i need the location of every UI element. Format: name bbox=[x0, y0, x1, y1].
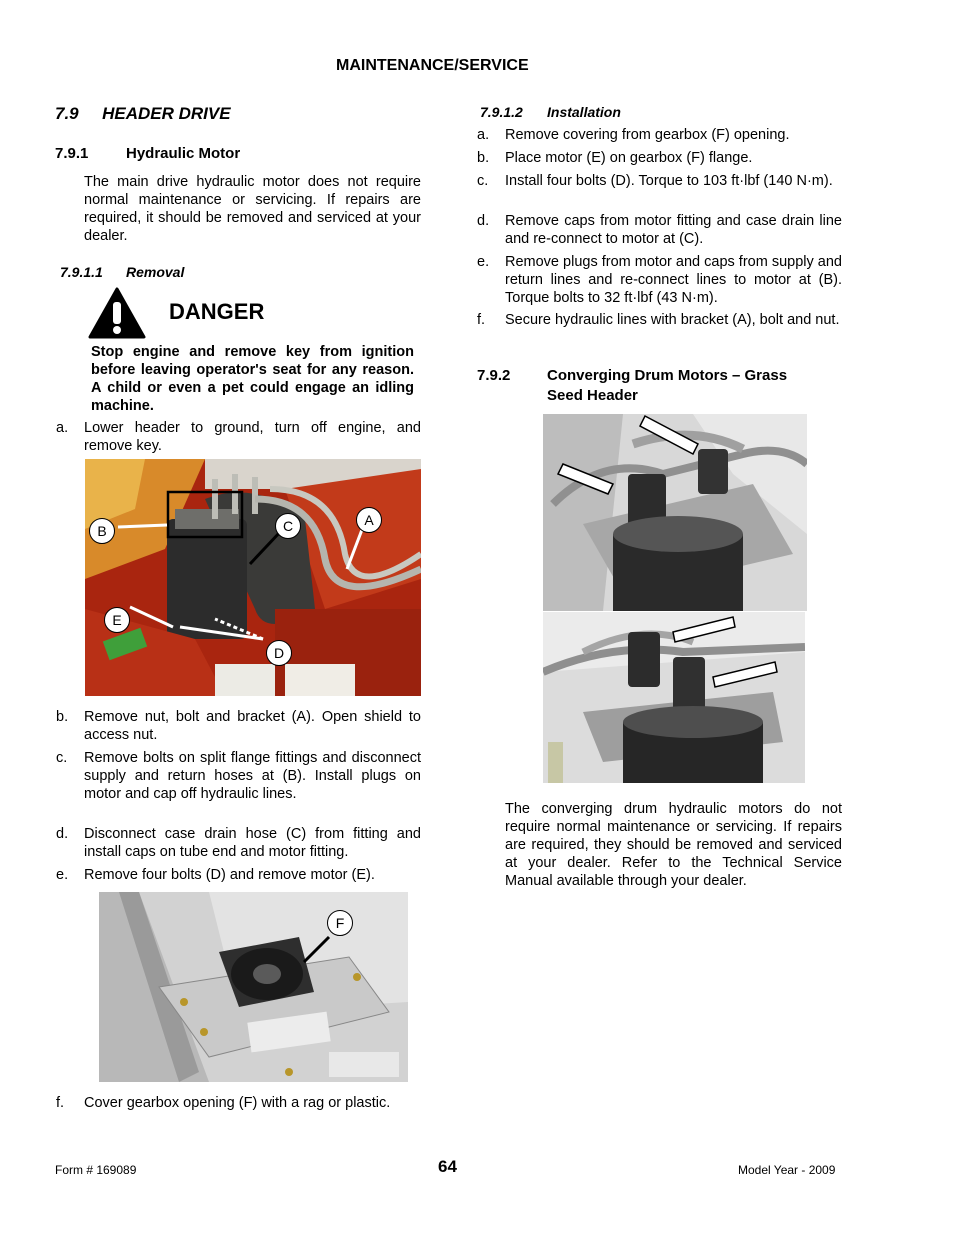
subsection-heading-hydraulic-motor bbox=[55, 145, 241, 162]
step-label: a. bbox=[477, 127, 490, 143]
subsection-title-line1: Converging Drum Motors – Grass bbox=[547, 367, 788, 384]
hydraulic-motor-paragraph: The main drive hydraulic motor does not require normal maintenance or servicing. If repairs are required, it should be removed and serviced at your dealer. bbox=[84, 174, 421, 244]
form-number: Form # 169089 bbox=[55, 1163, 137, 1177]
step-text: Remove bolts on split flange fittings and disconnect supply and return hoses at (B). Install plugs on motor and cap off hydraulic lines. bbox=[84, 750, 421, 802]
subsection-title: Hydraulic Motor bbox=[126, 145, 241, 162]
step-label: c. bbox=[56, 750, 68, 766]
warning-triangle-icon bbox=[88, 287, 146, 339]
installation-title: Installation bbox=[547, 104, 621, 120]
callout-d: D bbox=[266, 640, 292, 666]
subsubsection-heading-removal bbox=[60, 264, 185, 280]
step-text: Remove four bolts (D) and remove motor (E). bbox=[84, 867, 375, 883]
step-label: b. bbox=[56, 709, 69, 725]
removal-step-e bbox=[56, 866, 421, 884]
subsection-number: 7.9.1 bbox=[55, 145, 89, 162]
hydraulic-motor-photo bbox=[85, 459, 421, 696]
model-year: Model Year - 2009 bbox=[738, 1163, 836, 1177]
drum-motor-render-top bbox=[543, 414, 807, 611]
installation-number: 7.9.1.2 bbox=[480, 104, 523, 120]
callout-b: B bbox=[89, 518, 115, 544]
step-text: Remove caps from motor fitting and case drain line and re-connect to motor at (C). bbox=[505, 213, 842, 247]
step-label: e. bbox=[477, 254, 490, 270]
step-text: Install four bolts (D). Torque to 103 ft·lbf (140 N·m). bbox=[505, 173, 833, 189]
install-step-d bbox=[477, 212, 842, 248]
page-number: 64 bbox=[438, 1157, 457, 1176]
danger-label: DANGER bbox=[169, 299, 265, 324]
danger-message: Stop engine and remove key from ignition before leaving operator's seat for any reason. A child or even a pet could engage an idling machine. bbox=[91, 344, 414, 414]
step-text: Lower header to ground, turn off engine, and remove key. bbox=[84, 420, 421, 454]
removal-step-b bbox=[56, 708, 421, 744]
step-text: Remove plugs from motor and caps from supply and return lines and re-connect lines to motor at (B). Torque bolts to 32 ft·lbf (43 N·m). bbox=[505, 254, 842, 306]
step-text: Secure hydraulic lines with bracket (A), bolt and nut. bbox=[505, 312, 840, 328]
step-label: e. bbox=[56, 867, 69, 883]
step-text: Disconnect case drain hose (C) from fitting and install caps on tube end and motor fitting. bbox=[84, 826, 421, 860]
subsection-heading-converging-drum bbox=[477, 366, 847, 404]
step-text: Cover gearbox opening (F) with a rag or plastic. bbox=[84, 1095, 391, 1111]
step-text: Place motor (E) on gearbox (F) flange. bbox=[505, 150, 753, 166]
section-number: 7.9 bbox=[55, 104, 79, 123]
page-header: MAINTENANCE/SERVICE bbox=[336, 57, 529, 74]
step-label: f. bbox=[477, 312, 486, 328]
drum-motor-render-bottom bbox=[543, 612, 805, 783]
gearbox-opening-photo bbox=[99, 892, 408, 1082]
step-label: d. bbox=[56, 826, 69, 842]
step-label: a. bbox=[56, 420, 69, 436]
callout-f: F bbox=[327, 910, 353, 936]
removal-title: Removal bbox=[126, 264, 185, 280]
install-step-f bbox=[477, 311, 842, 347]
removal-step-d bbox=[56, 825, 421, 861]
step-text: Remove covering from gearbox (F) opening. bbox=[505, 127, 790, 143]
removal-step-f bbox=[56, 1094, 421, 1112]
subsection-title-line2: Seed Header bbox=[547, 387, 638, 404]
install-step-e bbox=[477, 253, 842, 307]
removal-step-c bbox=[56, 749, 421, 821]
step-label: b. bbox=[477, 150, 490, 166]
step-label: c. bbox=[477, 173, 489, 189]
callout-c: C bbox=[275, 513, 301, 539]
install-step-a bbox=[477, 126, 842, 144]
subsection-number: 7.9.2 bbox=[477, 367, 511, 384]
section-heading bbox=[55, 104, 231, 124]
install-step-c bbox=[477, 172, 842, 208]
subsubsection-heading-installation bbox=[480, 104, 621, 120]
callout-a: A bbox=[356, 507, 382, 533]
step-text: Remove nut, bolt and bracket (A). Open shield to access nut. bbox=[84, 709, 421, 743]
step-label: f. bbox=[56, 1095, 65, 1111]
install-step-b bbox=[477, 149, 842, 167]
section-title: HEADER DRIVE bbox=[102, 104, 231, 123]
removal-number: 7.9.1.1 bbox=[60, 264, 103, 280]
converging-drum-paragraph: The converging drum hydraulic motors do not require normal maintenance or servicing. If repairs are required, they should be removed and serviced at your dealer. Refer to the Technical Service Manual available through your dealer. bbox=[505, 801, 842, 889]
step-label: d. bbox=[477, 213, 490, 229]
callout-e: E bbox=[104, 607, 130, 633]
removal-step-a bbox=[56, 419, 421, 455]
